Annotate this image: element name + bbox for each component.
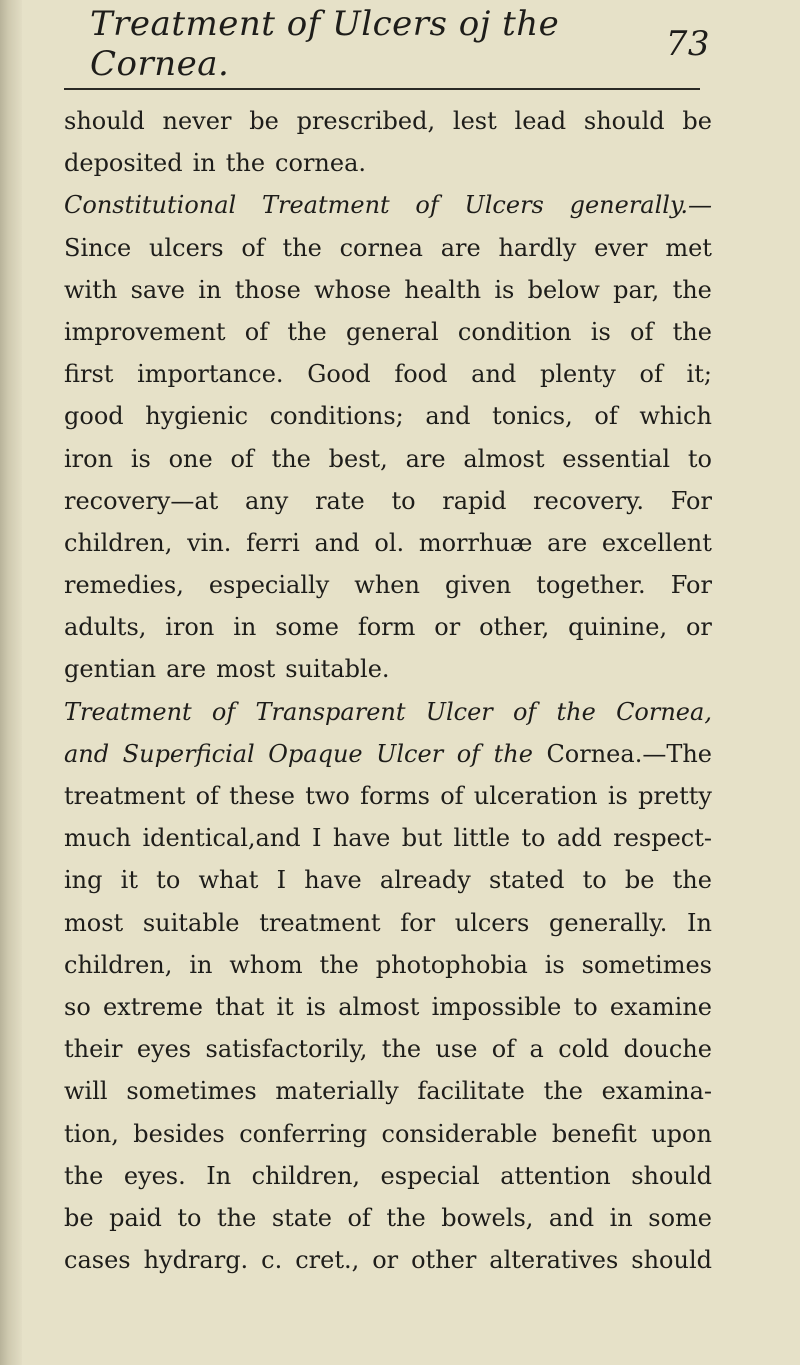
word: any (245, 486, 289, 515)
header-rule (64, 88, 700, 90)
word: prescribed, (296, 107, 436, 135)
word: the (386, 1203, 426, 1232)
word: of (415, 191, 439, 220)
word: For (670, 486, 712, 515)
word: par, (613, 275, 660, 304)
running-head (90, 4, 710, 84)
word: Transparent (255, 697, 406, 726)
section-heading-line (64, 733, 712, 775)
text-line (64, 944, 712, 986)
word: their (64, 1035, 123, 1064)
word: In (206, 1161, 232, 1190)
word: are (440, 233, 481, 262)
word: those (234, 275, 301, 304)
word: of (630, 317, 654, 346)
word: children, (251, 1161, 361, 1190)
text-line (64, 817, 712, 859)
word: For (670, 571, 712, 600)
word: it (120, 866, 138, 895)
word: should (64, 107, 145, 135)
word: or (685, 613, 712, 642)
word: Opaque (268, 739, 363, 768)
word: rate (315, 486, 365, 515)
word: is (607, 782, 628, 810)
word: bowels, (441, 1203, 534, 1232)
word: respect- (613, 824, 712, 853)
word: cret., (295, 1246, 360, 1275)
word: tion, (64, 1119, 119, 1148)
word: cornea. (275, 149, 367, 178)
word: to (582, 866, 607, 895)
word: one (168, 444, 213, 473)
word: health (404, 275, 482, 304)
word: is (130, 444, 151, 473)
word: attention (500, 1161, 611, 1190)
word: most (216, 655, 276, 684)
word: are (547, 528, 588, 557)
word: form (357, 613, 416, 642)
word: ing (64, 866, 103, 895)
word: besides (133, 1119, 225, 1148)
word: conditions; (269, 402, 404, 431)
word: deposited (64, 149, 183, 178)
word: should (631, 1246, 712, 1275)
word: to (391, 486, 416, 515)
word: are (166, 655, 207, 684)
word: to (687, 444, 712, 473)
word: in (198, 275, 222, 304)
word: or (434, 613, 461, 642)
word: is (306, 992, 326, 1021)
word: photophobia (375, 950, 528, 979)
word: especial (380, 1161, 480, 1190)
word: cases (64, 1246, 131, 1275)
word: what (198, 866, 259, 895)
text-line (64, 606, 712, 648)
word: of (491, 1035, 516, 1064)
word: Ulcers (464, 191, 544, 220)
word: of (512, 697, 537, 726)
page-spine-shadow (0, 0, 22, 1365)
word: be (64, 1203, 94, 1232)
text-line (64, 227, 712, 269)
word: be (682, 107, 712, 135)
word: facilitate (417, 1077, 525, 1106)
word: essential (562, 444, 671, 473)
text-line (64, 269, 712, 311)
word: paid (109, 1203, 162, 1232)
word: importance. (137, 360, 284, 389)
word: little (453, 824, 511, 853)
text-line (64, 395, 712, 437)
word: that (215, 992, 265, 1021)
word: lest (452, 107, 497, 135)
word: the (493, 739, 533, 768)
word: in (189, 950, 213, 979)
word: materially (275, 1077, 399, 1106)
word: of (639, 360, 663, 389)
word: the (543, 1077, 583, 1106)
text-line (64, 986, 712, 1028)
word: together. (536, 571, 646, 600)
word: have (304, 866, 362, 895)
word: it (276, 992, 294, 1021)
word: be (249, 107, 279, 135)
text-line (64, 775, 712, 817)
word: ulceration (473, 782, 598, 810)
word: given (444, 571, 512, 600)
word: condition (457, 317, 572, 346)
word: of (195, 782, 219, 810)
word: general (345, 317, 439, 346)
word: vin. (187, 528, 232, 557)
word: of (211, 697, 236, 726)
text-line (64, 1070, 712, 1112)
word: alteratives (489, 1246, 619, 1275)
text-line (64, 902, 712, 944)
word: other (411, 1246, 477, 1275)
word: the (287, 317, 327, 346)
word: iron (165, 613, 215, 642)
word: or (372, 1246, 399, 1275)
word: Superficial (122, 739, 255, 768)
word: ulcers (454, 908, 530, 937)
word: extreme (102, 992, 203, 1021)
word: Cornea.—The (546, 739, 712, 768)
word: the (282, 233, 322, 262)
word: much (64, 824, 132, 853)
word: gentian (64, 655, 157, 684)
word: ever (594, 233, 648, 262)
word: of (456, 739, 481, 768)
text-line (64, 648, 712, 690)
word: cold (558, 1035, 610, 1064)
word: state (271, 1203, 332, 1232)
word: the (319, 950, 359, 979)
word: stated (488, 866, 565, 895)
word: the (225, 149, 266, 178)
word: already (379, 866, 471, 895)
word: the (381, 1035, 422, 1064)
word: ol. (374, 528, 405, 557)
word: identical,and (142, 824, 301, 853)
word: should (631, 1161, 712, 1190)
word: when (354, 571, 420, 600)
word: first (64, 360, 114, 389)
word: conferring (239, 1119, 368, 1148)
word: to (573, 992, 598, 1021)
word: below (527, 275, 600, 304)
word: ferri (246, 528, 300, 557)
word: I (276, 866, 287, 895)
section-heading-line (64, 691, 712, 733)
word: two (305, 782, 350, 810)
word: the (672, 866, 712, 895)
word: I (312, 824, 322, 853)
word: Ulcer (425, 697, 493, 726)
word: c. (261, 1246, 283, 1275)
word: save (130, 275, 185, 304)
word: in (233, 613, 257, 642)
word: use (435, 1035, 478, 1064)
word: best, (328, 444, 388, 473)
word: treatment (64, 782, 186, 810)
text-line (64, 1239, 712, 1281)
word: of (244, 317, 269, 346)
word: suitable (142, 908, 240, 937)
word: recovery—at (64, 486, 219, 515)
word: considerable (381, 1119, 538, 1148)
word: hardly (498, 233, 577, 262)
word: of (594, 402, 618, 431)
text-line (64, 1113, 712, 1155)
word: to (156, 866, 181, 895)
word: with (64, 275, 118, 304)
word: the (672, 317, 712, 346)
word: and (471, 360, 517, 389)
word: whose (314, 275, 392, 304)
word: some (648, 1203, 712, 1232)
word: children, (64, 950, 173, 979)
word: the (672, 275, 712, 304)
word: the (216, 1203, 257, 1232)
word: and (64, 739, 110, 768)
word: be (624, 866, 655, 895)
word: good (64, 402, 124, 431)
word: remedies, (64, 571, 184, 600)
text-line (64, 859, 712, 901)
text-line (64, 522, 712, 564)
word: to (521, 824, 546, 853)
text-line (64, 438, 712, 480)
word: and (548, 1203, 595, 1232)
word: met (665, 233, 712, 262)
word: it; (686, 360, 712, 389)
word: and (425, 402, 471, 431)
word: especially (208, 571, 330, 600)
word: these (229, 782, 295, 810)
text-line (64, 1155, 712, 1197)
word: recovery. (533, 486, 644, 515)
word: treatment (259, 908, 381, 937)
text-line (64, 1197, 712, 1239)
text-line (64, 353, 712, 395)
word: generally.— (569, 191, 712, 220)
text-line (64, 1028, 712, 1070)
word: which (639, 402, 712, 431)
text-line (64, 311, 712, 353)
word: douche (623, 1035, 712, 1064)
word: morrhuæ (418, 528, 533, 557)
word: satisfactorily, (205, 1035, 368, 1064)
word: excellent (601, 528, 712, 557)
word: food (394, 360, 448, 389)
word: add (556, 824, 602, 853)
word: plenty (539, 360, 616, 389)
word: the (556, 697, 596, 726)
word: of (440, 782, 464, 810)
word: cornea (339, 233, 423, 262)
word: children, (64, 528, 173, 557)
word: adults, (64, 613, 147, 642)
word: Constitutional (64, 191, 237, 220)
word: a (529, 1035, 544, 1064)
word: is (590, 317, 611, 346)
word: but (401, 824, 443, 853)
word: Treatment (261, 191, 390, 220)
word: some (275, 613, 339, 642)
word: for (400, 908, 436, 937)
word: forms (360, 782, 430, 810)
word: so (64, 992, 91, 1021)
word: should (583, 107, 665, 135)
word: whom (229, 950, 303, 979)
word: of (230, 444, 254, 473)
word: are (405, 444, 446, 473)
word: lead (514, 107, 567, 135)
word: pretty (638, 782, 712, 810)
word: tonics, (492, 402, 573, 431)
word: sometimes (581, 950, 712, 979)
text-line (64, 100, 712, 142)
word: other, (479, 613, 550, 642)
word: almost (463, 444, 545, 473)
text-line (64, 142, 712, 184)
word: of (347, 1203, 371, 1232)
word: the (271, 444, 311, 473)
word: iron (64, 444, 114, 473)
word: In (687, 908, 712, 937)
word: Cornea, (616, 697, 712, 726)
word: of (241, 233, 265, 262)
word: and (314, 528, 360, 557)
word: will (64, 1077, 108, 1106)
word: most (64, 908, 124, 937)
word: Ulcer (376, 739, 444, 768)
word: in (609, 1203, 633, 1232)
word: eyes. (123, 1161, 186, 1190)
word: eyes (136, 1035, 192, 1064)
word: Good (307, 360, 371, 389)
word: the (64, 1161, 104, 1190)
word: Treatment (64, 697, 192, 726)
word: Since (64, 233, 132, 262)
section-heading-line (64, 184, 712, 226)
word: to (177, 1203, 202, 1232)
word: never (162, 107, 232, 135)
text-line (64, 564, 712, 606)
word: in (192, 149, 216, 178)
word: improvement (64, 317, 226, 346)
page-number: 73 (665, 24, 710, 64)
word: ulcers (149, 233, 224, 262)
running-head-title: Treatment of Ulcers oj the Cornea. (90, 4, 560, 84)
word: is (544, 950, 565, 979)
word: sometimes (126, 1077, 257, 1106)
word: hydrarg. (143, 1246, 249, 1275)
word: benefit (551, 1119, 637, 1148)
word: suitable. (285, 655, 390, 684)
word: generally. (549, 908, 668, 937)
text-line (64, 480, 712, 522)
word: is (494, 275, 515, 304)
word: impossible (431, 992, 562, 1021)
word: quinine, (568, 613, 668, 642)
word: examine (609, 992, 712, 1021)
word: rapid (442, 486, 507, 515)
body-text (64, 100, 712, 1281)
word: almost (338, 992, 420, 1021)
word: upon (651, 1119, 712, 1148)
word: have (332, 824, 391, 853)
word: examina- (601, 1077, 712, 1106)
word: hygienic (145, 402, 249, 431)
